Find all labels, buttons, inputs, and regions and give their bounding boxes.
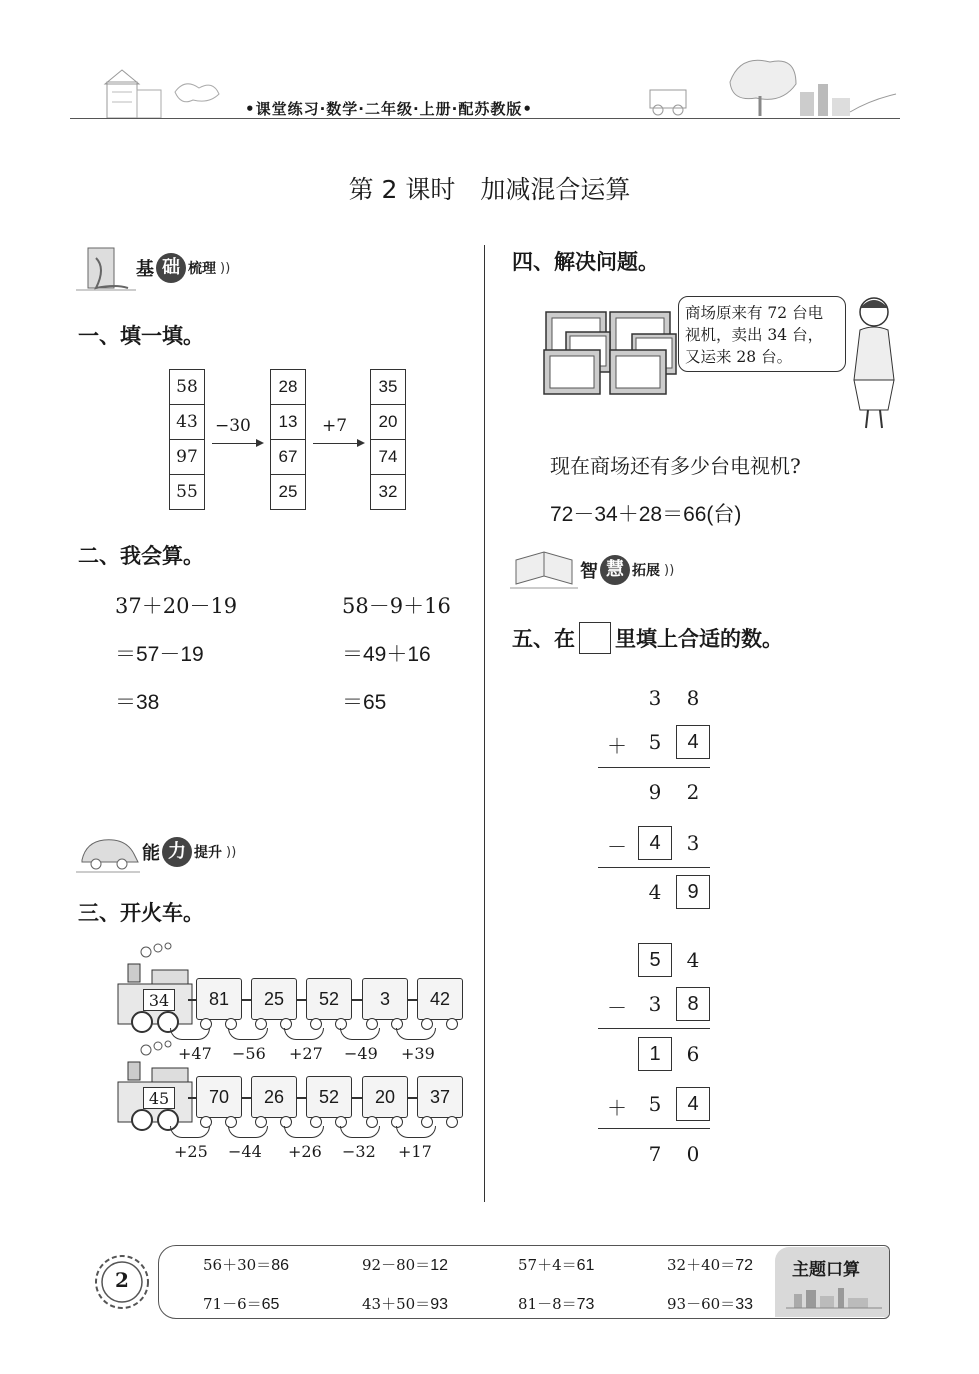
badge-char: 能	[142, 843, 160, 864]
book-icon	[510, 546, 578, 592]
tv-stack-icon	[542, 306, 682, 402]
p3-rule	[598, 1028, 710, 1029]
wheel-icon	[446, 1116, 458, 1128]
arrow-icon	[212, 443, 262, 444]
train-start-number: 34	[143, 989, 175, 1011]
p1-rule	[598, 767, 710, 768]
fill-answer-cell[interactable]: 13	[270, 404, 306, 440]
p4-mid-tens: 5	[648, 1092, 662, 1116]
oral-answer[interactable]: 93	[430, 1296, 448, 1313]
header-rule	[70, 118, 900, 119]
p1-result-tens: 9	[648, 780, 662, 804]
p3-answer-box[interactable]: 1	[638, 1037, 672, 1071]
p1-op: ＋	[607, 734, 627, 758]
badge-char-circled: 慧	[600, 555, 630, 585]
p1-mid-tens: 5	[648, 730, 662, 754]
calc-left-step[interactable]: ＝57－19	[115, 643, 204, 666]
p2-ones: 3	[686, 831, 700, 855]
step-arc	[396, 1028, 436, 1040]
oral-answer[interactable]: 12	[430, 1257, 448, 1274]
wave-icon: ) )	[220, 260, 229, 276]
fill-column-3	[370, 369, 406, 510]
oral-item: 57＋4＝61	[518, 1256, 595, 1274]
oral-item: 43＋50＝93	[362, 1295, 448, 1313]
speech-bubble	[678, 296, 846, 372]
fill-answer-cell[interactable]: 74	[370, 439, 406, 475]
p1-result-ones: 2	[686, 780, 700, 804]
p3-answer-box[interactable]: 8	[676, 987, 710, 1021]
wave-icon: ) )	[226, 844, 235, 860]
p4-answer-box[interactable]: 4	[676, 1087, 710, 1121]
p4-result-ones: 0	[686, 1142, 700, 1166]
speech-line: 视机，卖出 34 台，	[685, 326, 824, 344]
fill-column-2	[270, 369, 306, 510]
section2-title: 二、我会算。	[78, 544, 204, 568]
train-car[interactable]: 3	[362, 978, 408, 1020]
badge-suffix: 梳理	[188, 261, 216, 277]
p3-mid-tens: 3	[648, 992, 662, 1016]
p4-op: ＋	[607, 1096, 627, 1120]
basic-badge-icon	[76, 244, 136, 294]
fill-answer-cell[interactable]: 67	[270, 439, 306, 475]
train-op: −44	[228, 1142, 262, 1161]
oral-answer[interactable]: 61	[576, 1257, 595, 1274]
train-op: −56	[232, 1044, 266, 1063]
p3-result-ones: 6	[686, 1042, 700, 1066]
p1-top-tens: 3	[648, 686, 662, 710]
train-car[interactable]: 70	[196, 1076, 242, 1118]
p2-op: －	[607, 835, 627, 859]
badge-char-circled: 础	[156, 253, 186, 283]
oral-label: 主题口算	[792, 1260, 860, 1280]
wisdom-badge	[580, 552, 672, 588]
oral-item: 93－60＝33	[667, 1295, 753, 1313]
p2-rule	[598, 867, 710, 868]
train-car[interactable]: 26	[251, 1076, 297, 1118]
city-skyline-icon	[786, 1286, 882, 1310]
train-car[interactable]: 42	[417, 978, 463, 1020]
page-number: 2	[115, 1268, 129, 1292]
badge-char-circled: 力	[162, 837, 192, 867]
train-car[interactable]: 25	[251, 978, 297, 1020]
train-op: +39	[401, 1044, 435, 1063]
p2-result-tens: 4	[648, 880, 662, 904]
step-arc	[284, 1126, 324, 1138]
p3-op: －	[607, 996, 627, 1020]
speech-line: 又运来 28 台。	[685, 348, 793, 366]
p2-answer-box[interactable]: 9	[676, 875, 710, 909]
fill-answer-cell[interactable]: 20	[370, 404, 406, 440]
step-arc	[170, 1126, 210, 1138]
series-header: •课堂练习·数学·二年级·上册·配苏教版•	[245, 100, 533, 118]
locomotive-icon	[106, 940, 194, 1034]
p3-top-ones: 4	[686, 948, 700, 972]
step-arc	[396, 1126, 436, 1138]
oral-item: 32＋40＝72	[667, 1256, 753, 1274]
train-start-number: 45	[143, 1087, 175, 1109]
fill-answer-cell[interactable]: 25	[270, 474, 306, 510]
section5-title-prefix: 五、在	[512, 627, 575, 651]
badge-char: 智	[580, 561, 598, 582]
train-op: +25	[174, 1142, 208, 1161]
section5-title-suffix: 里填上合适的数。	[615, 627, 783, 651]
saleswoman-icon	[846, 290, 898, 430]
oral-item: 56＋30＝86	[203, 1256, 289, 1274]
empty-box-icon	[579, 622, 611, 654]
basic-badge	[136, 250, 228, 286]
section5-title	[512, 622, 783, 654]
train-op: +47	[178, 1044, 212, 1063]
fill-cell: 43	[169, 404, 205, 440]
train-car[interactable]: 37	[417, 1076, 463, 1118]
wheel-icon	[446, 1018, 458, 1030]
answer-text[interactable]: 72－34＋28＝66(台)	[550, 503, 742, 526]
section3-title: 三、开火车。	[78, 901, 204, 925]
lesson-title	[0, 170, 979, 206]
header-decoration-right	[620, 52, 900, 118]
train-op: −32	[342, 1142, 376, 1161]
fill-answer-cell[interactable]: 32	[370, 474, 406, 510]
fill-answer-cell[interactable]: 28	[270, 369, 306, 405]
train-op: −49	[344, 1044, 378, 1063]
oral-answer[interactable]: 73	[576, 1296, 595, 1313]
badge-suffix: 提升	[194, 845, 222, 861]
fill-cell: 55	[169, 474, 205, 510]
step-arc	[340, 1028, 380, 1040]
oral-item: 92－80＝12	[362, 1256, 448, 1274]
step-arc	[228, 1028, 268, 1040]
calc-right-step[interactable]: ＝49＋16	[342, 643, 431, 666]
badge-char: 基	[136, 259, 154, 280]
calc-left-expression: 37＋20－19	[115, 594, 238, 618]
fill-cell: 97	[169, 439, 205, 475]
train-op: +26	[288, 1142, 322, 1161]
badge-suffix: 拓展	[632, 563, 660, 579]
p4-result-tens: 7	[648, 1142, 662, 1166]
train-car[interactable]: 20	[362, 1076, 408, 1118]
step-arc	[228, 1126, 268, 1138]
column-divider	[484, 245, 485, 1202]
section4-title: 四、解决问题。	[512, 250, 659, 274]
p1-top-ones: 8	[686, 686, 700, 710]
p1-answer-box[interactable]: 4	[676, 725, 710, 759]
oral-answer[interactable]: 72	[735, 1257, 753, 1274]
locomotive-icon	[106, 1038, 194, 1132]
train-op: +27	[289, 1044, 323, 1063]
oral-item: 71－6＝65	[203, 1295, 280, 1313]
calc-right-expression: 58－9＋16	[342, 594, 451, 618]
train-car[interactable]: 52	[306, 1076, 352, 1118]
calc-right-result[interactable]: ＝65	[342, 691, 387, 714]
train-car[interactable]: 52	[306, 978, 352, 1020]
fill-cell: 58	[169, 369, 205, 405]
car-icon	[76, 830, 140, 876]
coupler	[352, 1097, 362, 1099]
calc-left-result[interactable]: ＝38	[115, 691, 160, 714]
wave-icon: ) )	[664, 562, 673, 578]
fill-column-1	[169, 369, 205, 510]
oral-answer[interactable]: 65	[261, 1296, 280, 1313]
ability-badge	[142, 834, 234, 870]
oral-answer[interactable]: 86	[271, 1257, 289, 1274]
train-car[interactable]: 81	[196, 978, 242, 1020]
fill-answer-cell[interactable]: 35	[370, 369, 406, 405]
p2-answer-box[interactable]: 4	[638, 826, 672, 860]
step-arc	[340, 1126, 380, 1138]
arrow-icon	[313, 443, 363, 444]
oral-item: 81－8＝73	[518, 1295, 595, 1313]
section1-title: 一、填一填。	[78, 324, 204, 348]
fill-op-2: +7	[322, 416, 348, 436]
step-arc	[284, 1028, 324, 1040]
question-text: 现在商场还有多少台电视机?	[550, 454, 801, 478]
p4-rule	[598, 1128, 710, 1129]
speech-line: 商场原来有 72 台电	[685, 304, 824, 322]
oral-answer[interactable]: 33	[735, 1296, 753, 1313]
p3-answer-box[interactable]: 5	[638, 943, 672, 977]
lesson-title-text: 第 2 课时 加减混合运算	[348, 175, 631, 204]
train-op: +17	[398, 1142, 432, 1161]
header-decoration-left	[95, 62, 225, 120]
fill-op-1: −30	[215, 416, 251, 436]
coupler	[352, 999, 362, 1001]
